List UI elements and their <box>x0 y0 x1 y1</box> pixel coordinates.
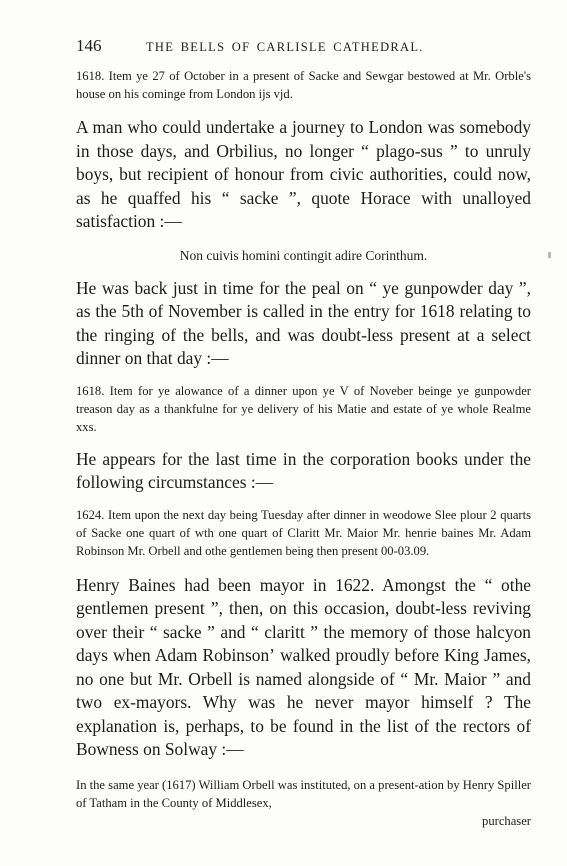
running-title: THE BELLS OF CARLISLE CATHEDRAL. <box>146 40 424 54</box>
page-header <box>76 36 531 62</box>
page-speck <box>548 252 551 258</box>
paragraph-last-time: He appears for the last time in the corporation books under the following circumstances :— <box>76 448 531 492</box>
paragraph-orbilius: A man who could undertake a journey to London was somebody in those days, and Orbilius, no longer “ plago-sus ” to unruly boys, but recipient of honour from civic authorities, could now, as he quaffed his “ sacke ”, quote Horace with unalloyed satisfaction :— <box>76 117 531 231</box>
entry-1618-sacke: 1618. Item ye 27 of October in a present of Sacke and Sewgar bestowed at Mr. Orble's house on his cominge from London ijs vjd. <box>76 69 531 101</box>
latin-quote: Non cuivis homini contingit adire Corinthum. <box>179 247 428 263</box>
page-number: 146 <box>76 36 102 55</box>
book-page <box>76 36 531 830</box>
paragraph-henry-baines: Henry Baines had been mayor in 1622. Amongst the “ othe gentlemen present ”, then, on this occasion, doubt-less reviving over their “ sacke ” and “ claritt ” the memory of those halcyon days when Adam Robinsonʼ walked proudly before King James, no one but Mr. Orbell is named alongside of “ Mr. Maior ” and two ex-mayors. Why was he never mayor himself ? The explanation is, perhaps, to be found in the list of the rectors of Bowness on Solway :— <box>76 574 531 759</box>
paragraph-gunpowder-day: He was back just in time for the peal on “ ye gunpowder day ”, as the 5th of November is called in the entry for 1618 relating to the ringing of the bells, and was doubt-less present at a select dinner on that day :— <box>76 277 531 368</box>
entry-1618-dinner: 1618. Item for ye alowance of a dinner upon ye V of Noveber beinge ye gunpowder treason day as a thankfulne for ye delivery of his Matie and estate of ye whole Realme xxs. <box>76 383 531 434</box>
entry-1624: 1624. Item upon the next day being Tuesday after dinner in weodowe Slee plour 2 quarts of Sacke one quart of wth one quart of Claritt Mr. Maior Mr. henrie baines Mr. Adam Robinson Mr. Orbell and othe gentlemen being then present 00-03.09. <box>76 507 531 558</box>
entry-1617-purchaser: purchaser <box>482 813 531 828</box>
entry-1617-orbell: In the same year (1617) William Orbell was instituted, on a present-ation by Henry Spiller of Tatham in the County of Middlesex, <box>76 777 531 810</box>
